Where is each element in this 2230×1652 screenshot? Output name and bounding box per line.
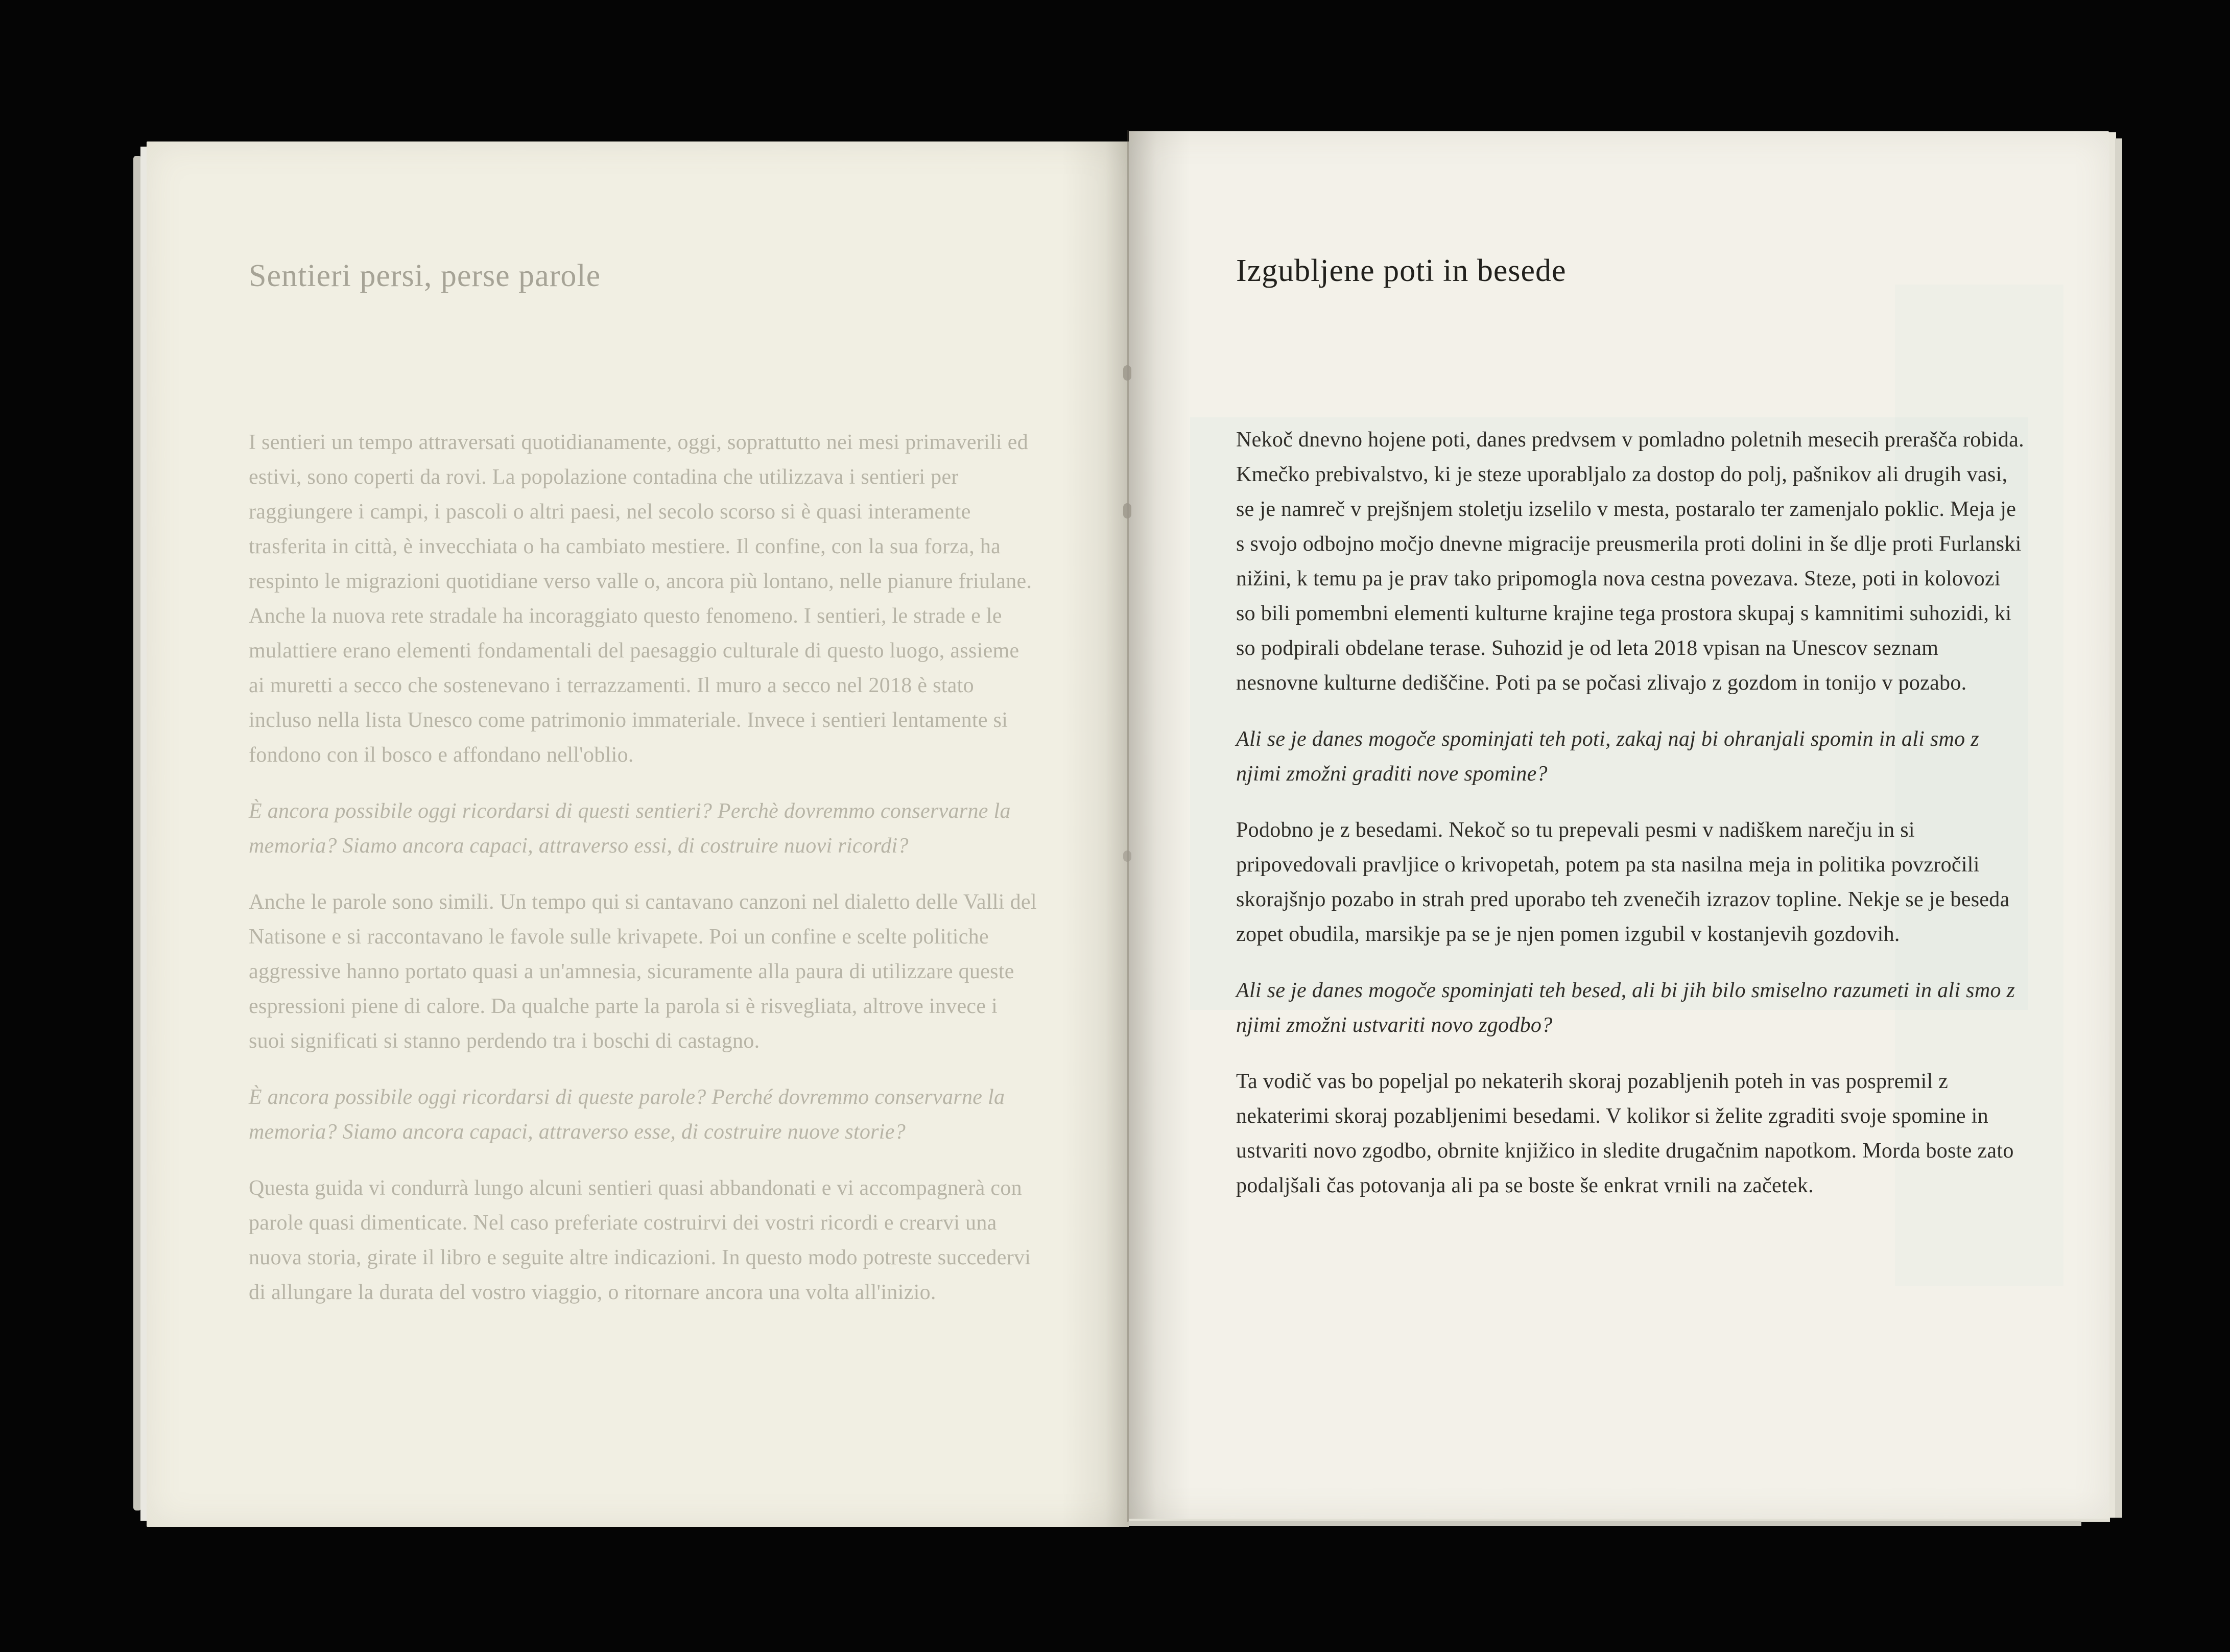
left-paragraph-3: Anche le parole sono simili. Un tempo qui si cantavano canzoni nel dialetto delle Valli del Natisone e si raccontavano le favole sulle krivapete. Poi un confine e scelte politiche aggressive hanno portato quasi a un'amnesia, sicuramente alla paura di utilizzare queste espressioni piene di calore. Da qualche parte la parola si è risvegliata, altrove invece i suoi significati si stanno perdendo tra i boschi di castagno. [249, 890, 1037, 1053]
right-paragraph-5: Ta vodič vas bo popeljal po nekaterih skoraj pozabljenih poteh in vas pospremil z nekaterimi skoraj pozabljenimi besedami. V kolikor si želite zgraditi svoje spomine in ustvariti novo zgodbo, obrnite knjižico in sledite drugačnim napotkom. Morda boste zato podaljšali čas potovanja ali pa se boste še enkrat vrnili na začetek. [1236, 1070, 2014, 1197]
right-paragraph-1: Nekoč dnevno hojene poti, danes predvsem v pomladno poletnih mesecih prerašča robida. Kmečko prebivalstvo, ki je steze uporabljalo za dostop do polj, pašnikov ali drugih vasi, se je namreč v prejšnjem stoletju izselilo v mesta, postaralo ter zamenjalo poklic. Meja je s svojo odbojno močjo dnevne migracije preusmerila proti dolini in še dlje proti Furlanski nižini, k temu pa je prav tako pripomogla nova cestna povezava. Steze, poti in kolovozi so bili pomembni elementi kulturne krajine tega prostora skupaj s kamnitimi suhozidi, ki so podpirali obdelane terase. Suhozid je od leta 2018 vpisan na Unescov seznam nesnovne kulturne dediščine. Poti pa se počasi zlivajo z gozdom in tonijo v pozabo. [1236, 428, 2024, 695]
right-page [1129, 131, 2109, 1519]
book-gutter-crease [1127, 130, 1129, 1522]
left-paragraph-5: Questa guida vi condurrà lungo alcuni sentieri quasi abbandonati e vi accompagnerà con parole quasi dimenticate. Nel caso preferiate costruirvi dei vostri ricordi e crearvi una nuova storia, girate il libro e seguite altre indicazioni. In questo modo potreste succedervi di allungare la durata del vostro viaggio, o ritornare ancora una volta all'inizio. [249, 1176, 1031, 1304]
left-paragraph-4-question: È ancora possibile oggi ricordarsi di queste parole? Perché dovremmo conservarne la memoria? Siamo ancora capaci, attraverso esse, di costruire nuove storie? [249, 1085, 1005, 1144]
left-page-text-column [249, 425, 1038, 1331]
book-spread [130, 125, 2125, 1527]
left-paragraph-1: I sentieri un tempo attraversati quotidianamente, oggi, soprattutto nei mesi primaverili ed estivi, sono coperti da rovi. La popolazione contadina che utilizzava i sentieri per raggiungere i campi, i pascoli o altri paesi, nel secolo scorso si è quasi interamente trasferita in città, è invecchiata o ha cambiato mestiere. Il confine, con la sua forza, ha respinto le migrazioni quotidiane verso valle o, ancora più lontano, nelle pianure friulane. Anche la nuova rete stradale ha incoraggiato questo fenomeno. I sentieri, le strade e le mulattiere erano elementi fondamentali del paesaggio culturale di questo luogo, assieme ai muretti a secco che sostenevano i terrazzamenti. Il muro a secco nel 2018 è stato incluso nella lista Unesco come patrimonio immateriale. Invece i sentieri lentamente si fondono con il bosco e affondano nell'oblio. [249, 431, 1032, 767]
right-paragraph-2-question: Ali se je danes mogoče spominjati teh poti, zakaj naj bi ohranjali spomin in ali smo z njimi zmožni graditi nove spomine? [1236, 727, 1979, 786]
left-page [147, 141, 1129, 1527]
page-stack-edge-right-outer [2115, 138, 2122, 1518]
right-page-title: Izgubljene poti in besede [1236, 253, 1567, 288]
binding-stitch [1123, 365, 1131, 381]
binding-stitch [1123, 851, 1131, 862]
left-paragraph-2-question: È ancora possibile oggi ricordarsi di questi sentieri? Perchè dovremmo conservarne la memoria? Siamo ancora capaci, attraverso essi, di costruire nuovi ricordi? [249, 799, 1011, 858]
right-paragraph-3: Podobno je z besedami. Nekoč so tu prepevali pesmi v nadiškem narečju in si pripovedovali pravljice o krivopetah, potem pa sta nasilna meja in politika povzročili skorajšnjo pozabo in strah pred uporabo teh zvenečih izrazov topline. Nekje se je beseda zopet obudila, marsikje pa se je njen pomen izgubil v kostanjevih gozdovih. [1236, 818, 2010, 946]
binding-stitch [1123, 503, 1131, 518]
right-page-text-column [1236, 422, 2025, 1224]
right-paragraph-4-question: Ali se je danes mogoče spominjati teh besed, ali bi jih bilo smiselno razumeti in ali smo z njimi zmožni ustvariti novo zgodbo? [1236, 979, 2015, 1037]
left-page-title: Sentieri persi, perse parole [249, 258, 601, 293]
